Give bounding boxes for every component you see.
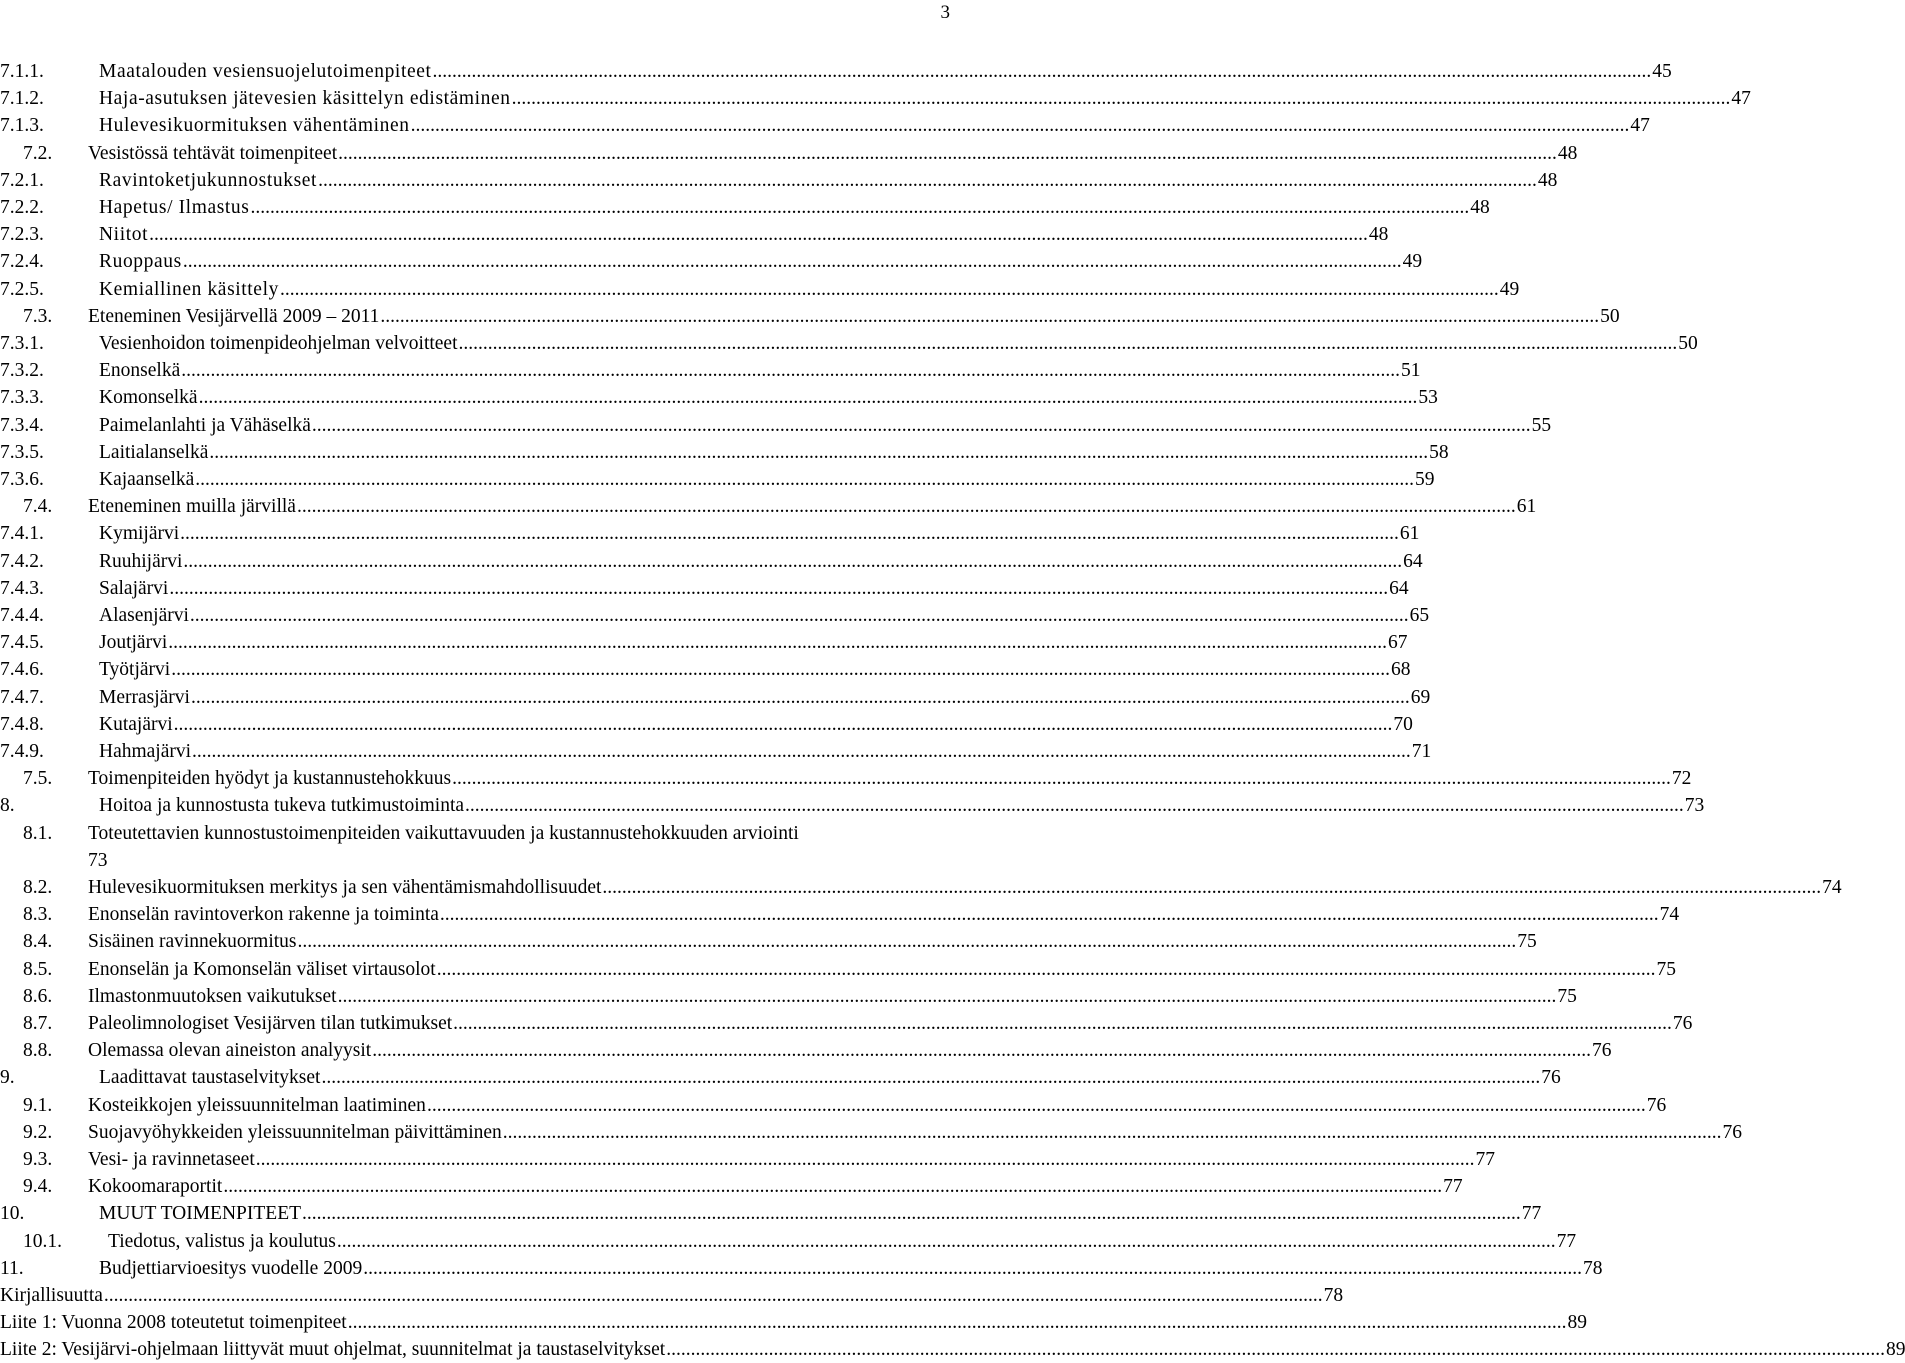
dot-leader (174, 711, 1393, 738)
dot-leader (183, 548, 1402, 575)
toc-entry-number: 7.3.3. (0, 387, 44, 409)
dot-leader (321, 1064, 1540, 1091)
toc-entry-page: 73 (88, 849, 108, 871)
toc-entry-number: 7.4.8. (0, 713, 44, 735)
toc-entry-page: 75 (1557, 985, 1577, 1007)
toc-entry-number: 8.3. (23, 904, 53, 926)
toc-entry-number: 10. (0, 1203, 25, 1225)
dot-leader (191, 684, 1410, 711)
toc-entry-title: Paleolimnologiset Vesijärven tilan tutkimukset (88, 1013, 453, 1034)
dot-leader (302, 1200, 1521, 1227)
toc-entry[interactable] (0, 1200, 1542, 1227)
toc-entry-number: 7.3.2. (0, 360, 44, 382)
toc-entry[interactable] (0, 928, 1537, 955)
dot-leader (459, 330, 1678, 357)
toc-entry-title: Eteneminen Vesijärvellä 2009 – 2011 (88, 305, 380, 327)
toc-entry[interactable] (0, 248, 1423, 275)
toc-entry-page: 51 (1400, 360, 1421, 382)
toc-entry[interactable] (0, 520, 1420, 547)
dot-leader (180, 520, 1399, 547)
toc-entry-page: 49 (1402, 251, 1423, 273)
toc-entry[interactable] (0, 684, 1431, 711)
dot-leader (209, 439, 1428, 466)
toc-entry-title: Hoitoa ja kunnostusta tukeva tutkimustoiminta (99, 795, 465, 817)
toc-entry-page: 61 (1399, 523, 1420, 545)
toc-entry[interactable] (0, 1309, 1587, 1336)
dot-leader (256, 1146, 1475, 1173)
page-number: 3 (940, 2, 950, 23)
toc-entry-number: 8.8. (23, 1040, 53, 1062)
toc-entry-number: 7.4.5. (0, 632, 44, 654)
toc-entry-page: 45 (1652, 61, 1672, 82)
toc-entry-number: 7.1.1. (0, 61, 44, 82)
toc-entry-title: Vesi- ja ravinnetaseet (88, 1149, 255, 1170)
toc-entry-title: Maatalouden vesiensuojelutoimenpiteet (99, 61, 432, 82)
dot-leader (318, 167, 1537, 194)
toc-entry[interactable] (0, 1092, 1667, 1119)
dot-leader (149, 221, 1368, 248)
toc-entry-title: Toteutettavien kunnostustoimenpiteiden vaikuttavuuden ja kustannustehokkuuden arviointi (88, 822, 799, 844)
dot-leader (440, 901, 1659, 928)
toc-entry-title: Vesienhoidon toimenpideohjelman velvoitteet (99, 333, 458, 354)
toc-entry-title: Alasenjärvi (99, 605, 189, 626)
toc-entry[interactable] (0, 1064, 1561, 1091)
toc-entry-number: 8.5. (23, 958, 53, 980)
toc-entry-number: 7.3.1. (0, 333, 44, 354)
toc-entry-number: 9.1. (23, 1094, 53, 1116)
toc-entry-number: 9.2. (23, 1121, 53, 1143)
toc-entry-page: 48 (1537, 169, 1558, 191)
toc-entry-page: 70 (1393, 713, 1413, 735)
toc-entry-number: 7.3.4. (0, 414, 44, 436)
dot-leader (169, 575, 1388, 602)
toc-entry-page: 76 (1672, 1013, 1693, 1034)
toc-entry-number: 7.1.3. (0, 115, 44, 137)
toc-entry-page: 77 (1475, 1149, 1496, 1170)
toc-entry-number: 8.7. (23, 1013, 53, 1034)
toc-entry-number: 7.4. (23, 496, 53, 518)
dot-leader (465, 792, 1684, 819)
toc-entry-page: 74 (1659, 904, 1680, 926)
toc-entry-page: 48 (1368, 224, 1389, 246)
toc-entry-title: Haja-asutuksen jätevesien käsittelyn edistäminen (99, 88, 511, 110)
dot-leader (250, 194, 1469, 221)
toc-entry[interactable] (0, 1228, 1577, 1255)
toc-entry[interactable] (0, 85, 1751, 112)
dot-leader (452, 765, 1671, 792)
toc-entry-number: 7.4.9. (0, 741, 44, 762)
toc-entry-title: Salajärvi (99, 577, 169, 599)
toc-entry-number: 9.4. (23, 1176, 53, 1198)
toc-entry-number: 7.4.4. (0, 605, 44, 626)
dot-leader (372, 1037, 1591, 1064)
dot-leader (338, 140, 1557, 167)
toc-entry-number: 7.2.3. (0, 224, 44, 246)
toc-entry-page: 76 (1591, 1040, 1612, 1062)
toc-entry-title: Laadittavat taustaselvitykset (99, 1067, 321, 1089)
toc-entry-title: Vesistössä tehtävät toimenpiteet (88, 142, 338, 164)
toc-entry[interactable] (0, 466, 1435, 493)
toc-entry[interactable] (0, 820, 960, 874)
toc-entry[interactable] (0, 548, 1423, 575)
toc-entry-title: Olemassa olevan aineiston analyysit (88, 1040, 372, 1062)
toc-entry-page: 78 (1323, 1285, 1344, 1306)
toc-entry-page: 77 (1556, 1230, 1577, 1252)
dot-leader (338, 983, 1557, 1010)
toc-entry-title: Suojavyöhykkeiden yleissuunnitelman päivittäminen (88, 1121, 502, 1143)
toc-entry-title: Laitialanselkä (99, 441, 209, 463)
toc-entry-page: 50 (1678, 333, 1698, 354)
dot-leader (348, 1309, 1567, 1336)
toc-entry-page: 47 (1630, 115, 1650, 137)
toc-entry-page: 89 (1885, 1339, 1905, 1361)
dot-leader (223, 1173, 1442, 1200)
toc-entry-title: Työtjärvi (99, 659, 171, 681)
toc-entry-number: 7.3.6. (0, 469, 44, 490)
dot-leader (312, 412, 1531, 439)
toc-entry-number: 7.2.4. (0, 251, 44, 273)
toc-entry-title: Paimelanlahti ja Vähäselkä (99, 414, 311, 436)
toc-entry-title: Komonselkä (99, 387, 198, 409)
toc-entry[interactable] (0, 384, 1438, 411)
dot-leader (363, 1255, 1582, 1282)
toc-entry-number: 7.4.6. (0, 659, 44, 681)
toc-entry-title: Kajaanselkä (99, 469, 195, 490)
toc-entry[interactable] (0, 357, 1421, 384)
toc-entry-title: Joutjärvi (99, 632, 168, 654)
toc-entry[interactable] (0, 1336, 1905, 1363)
toc-entry-title: Enonselän ravintoverkon rakenne ja toiminta (88, 904, 439, 926)
toc-entry-page: 50 (1600, 305, 1620, 327)
toc-entry-title: Merrasjärvi (99, 686, 190, 708)
toc-entry-page: 71 (1411, 741, 1432, 762)
toc-entry-page: 47 (1731, 88, 1751, 110)
toc-entry-title: Hapetus/ Ilmastus (99, 197, 250, 218)
toc-entry-page: 68 (1390, 659, 1411, 681)
toc-entry-number: 8.2. (23, 877, 53, 898)
toc-entry-page: 75 (1656, 958, 1676, 980)
toc-entry-title: Enonselän ja Komonselän väliset virtausolot (88, 958, 436, 980)
toc-entry-page: 48 (1557, 142, 1578, 164)
toc-entry-page: 76 (1541, 1067, 1561, 1089)
toc-entry[interactable] (0, 602, 1430, 629)
toc-entry-page: 53 (1418, 387, 1438, 409)
toc-entry-page: 73 (1684, 795, 1705, 817)
toc-entry-page: 48 (1470, 197, 1490, 218)
toc-entry-title: Hulevesikuormituksen vähentäminen (99, 115, 410, 137)
toc-entry-page: 55 (1531, 414, 1552, 436)
toc-entry[interactable] (0, 194, 1490, 221)
toc-entry-number: 7.2.1. (0, 169, 44, 191)
toc-entry-title: Ilmastonmuutoksen vaikutukset (88, 985, 337, 1007)
toc-entry-number: 9. (0, 1067, 15, 1089)
toc-entry[interactable] (0, 439, 1449, 466)
toc-entry-page: 58 (1429, 441, 1449, 463)
dot-leader (453, 1010, 1672, 1037)
dot-leader (181, 357, 1400, 384)
dot-leader (337, 1228, 1556, 1255)
dot-leader (104, 1282, 1323, 1309)
toc-entry-title: Hahmajärvi (99, 741, 192, 762)
toc-entry-page: 76 (1646, 1094, 1667, 1116)
toc-entry-title: Budjettiarvioesitys vuodelle 2009 (99, 1257, 363, 1279)
toc-entry-number: 8.4. (23, 931, 53, 953)
toc-entry-title: Ravintoketjukunnostukset (99, 169, 318, 191)
toc-entry[interactable] (0, 874, 1842, 901)
toc-entry-title: Liite 2: Vesijärvi-ohjelmaan liittyvät muut ohjelmat, suunnitelmat ja taustaselvitykset (0, 1339, 666, 1361)
toc-entry[interactable] (0, 330, 1698, 357)
toc-entry-page: 64 (1403, 550, 1423, 572)
toc-entry-title: Liite 1: Vuonna 2008 toteutetut toimenpiteet (0, 1312, 347, 1334)
dot-leader (192, 738, 1411, 765)
toc-entry-number: 7.2. (23, 142, 53, 164)
toc-entry[interactable] (0, 1255, 1603, 1282)
dot-leader (666, 1336, 1885, 1363)
toc-entry-title: Toimenpiteiden hyödyt ja kustannustehokkuus (88, 768, 452, 790)
dot-leader (433, 58, 1652, 85)
dot-leader (298, 928, 1517, 955)
toc-entry[interactable] (0, 276, 1520, 303)
toc-entry[interactable] (0, 629, 1408, 656)
toc-entry[interactable] (0, 1173, 1463, 1200)
dot-leader (427, 1092, 1646, 1119)
toc-entry-number: 7.4.2. (0, 550, 44, 572)
toc-entry-page: 77 (1443, 1176, 1463, 1198)
toc-entry-page: 67 (1388, 632, 1408, 654)
toc-entry-number: 9.3. (23, 1149, 53, 1170)
toc-entry-title: Tiedotus, valistus ja koulutus (108, 1230, 336, 1252)
toc-entry-title: Kirjallisuutta (0, 1285, 103, 1306)
toc-entry-number: 7.3. (23, 305, 53, 327)
toc-entry-title: Kymijärvi (99, 523, 180, 545)
toc-entry[interactable] (0, 1037, 1612, 1064)
toc-entry-title: MUUT TOIMENPITEET (99, 1203, 302, 1225)
toc-entry[interactable] (0, 792, 1705, 819)
toc-entry-title: Kokoomaraportit (88, 1176, 223, 1198)
toc-entry[interactable] (0, 1146, 1496, 1173)
dot-leader (190, 602, 1409, 629)
toc-entry-title: Enonselkä (99, 360, 181, 382)
dot-leader (512, 85, 1731, 112)
toc-entry-number: 10.1. (23, 1230, 62, 1252)
toc-entry[interactable] (0, 1010, 1693, 1037)
toc-entry-number: 7.4.1. (0, 523, 44, 545)
toc-entry[interactable] (0, 493, 1537, 520)
toc-entry-number: 8. (0, 795, 15, 817)
toc-entry-title: Kutajärvi (99, 713, 173, 735)
toc-entry-page: 72 (1671, 768, 1692, 790)
toc-entry[interactable] (0, 58, 1672, 85)
toc-entry[interactable] (0, 412, 1552, 439)
toc-entry-page: 89 (1567, 1312, 1587, 1334)
toc-entry-page: 49 (1499, 278, 1520, 300)
dot-leader (199, 384, 1418, 411)
toc-entry-title: Ruoppaus (99, 251, 182, 273)
toc-entry-page: 75 (1517, 931, 1537, 953)
dot-leader (171, 656, 1390, 683)
toc-entry-number: 7.3.5. (0, 441, 44, 463)
toc-entry-page: 77 (1521, 1203, 1542, 1225)
toc-entry[interactable] (0, 983, 1577, 1010)
toc-entry[interactable] (0, 738, 1432, 765)
toc-entry[interactable] (0, 765, 1692, 792)
dot-leader (183, 248, 1402, 275)
toc-entry[interactable] (0, 1119, 1743, 1146)
toc-entry[interactable] (0, 1282, 1344, 1309)
toc-entry-page: 76 (1722, 1121, 1743, 1143)
toc-entry-title: Hulevesikuormituksen merkitys ja sen vähentämismahdollisuudet (88, 877, 602, 898)
toc-entry[interactable] (0, 112, 1650, 139)
dot-leader (280, 276, 1499, 303)
dot-leader (437, 956, 1656, 983)
toc-entry-number: 7.4.7. (0, 686, 44, 708)
toc-entry-number: 7.1.2. (0, 88, 44, 110)
toc-entry[interactable] (0, 656, 1411, 683)
toc-entry[interactable] (0, 167, 1558, 194)
toc-entry-title: Eteneminen muilla järvillä (88, 496, 296, 518)
toc-entry[interactable] (0, 575, 1409, 602)
toc-entry[interactable] (0, 140, 1578, 167)
toc-entry-page: 74 (1822, 877, 1842, 898)
toc-entry[interactable] (0, 901, 1680, 928)
toc-entry-title: Kemiallinen käsittely (99, 278, 279, 300)
toc-entry-page: 64 (1389, 577, 1409, 599)
dot-leader (168, 629, 1387, 656)
toc-entry-number: 7.5. (23, 768, 53, 790)
toc-entry-title: Sisäinen ravinnekuormitus (88, 931, 297, 953)
dot-leader (380, 303, 1599, 330)
toc-entry-page: 59 (1415, 469, 1435, 490)
toc-entry-title: Ruuhijärvi (99, 550, 183, 572)
toc-entry-number: 7.4.3. (0, 577, 44, 599)
toc-entry-number: 7.2.5. (0, 278, 44, 300)
toc-entry-number: 11. (0, 1257, 24, 1279)
dot-leader (195, 466, 1414, 493)
toc-entry-number: 7.2.2. (0, 197, 44, 218)
toc-entry-number: 8.6. (23, 985, 53, 1007)
toc-entry[interactable] (0, 711, 1413, 738)
dot-leader (503, 1119, 1722, 1146)
toc-entry-page: 69 (1410, 686, 1431, 708)
toc-entry-title: Niitot (99, 224, 149, 246)
dot-leader (602, 874, 1821, 901)
toc-entry-page: 78 (1582, 1257, 1603, 1279)
toc-entry-page: 65 (1409, 605, 1430, 626)
dot-leader (411, 112, 1630, 139)
toc-entry[interactable] (0, 956, 1676, 983)
toc-entry-title: Kosteikkojen yleissuunnitelman laatiminen (88, 1094, 426, 1116)
toc-entry-page: 61 (1516, 496, 1537, 518)
toc-entry[interactable] (0, 303, 1620, 330)
toc-entry[interactable] (0, 221, 1389, 248)
dot-leader (297, 493, 1516, 520)
toc-entry-number: 8.1. (23, 822, 53, 844)
